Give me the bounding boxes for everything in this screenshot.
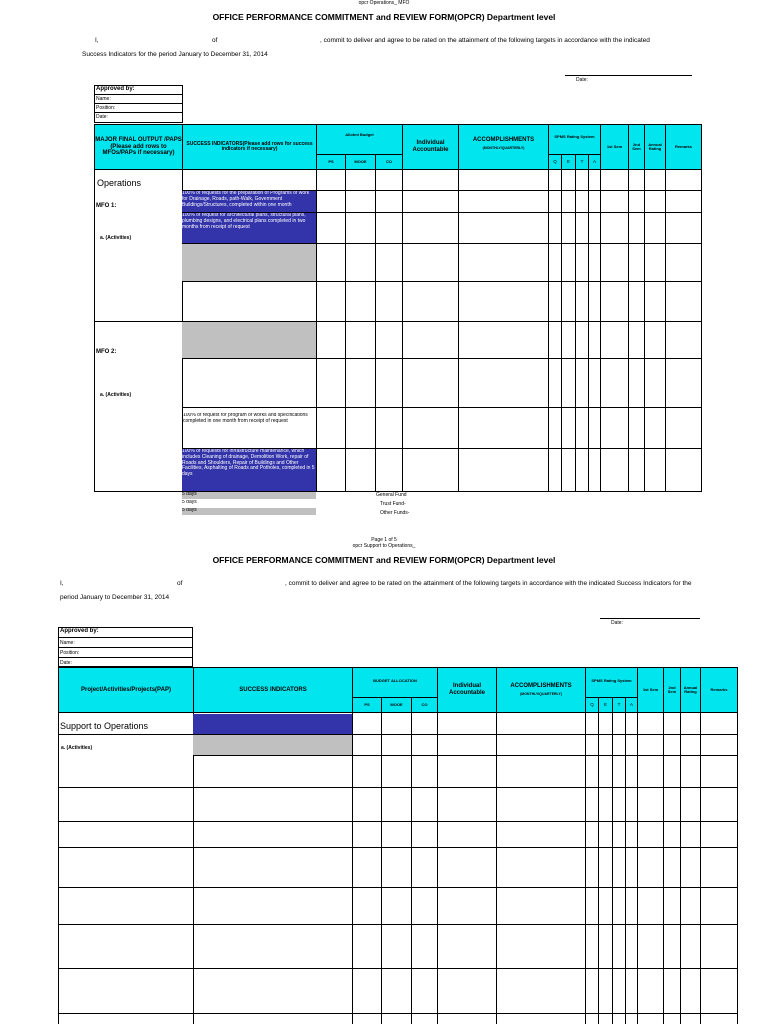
page2-date-line bbox=[600, 618, 700, 619]
page2-col-spms: SPMS Rating System bbox=[591, 677, 632, 683]
page2-commit-line2: period January to December 31, 2014 bbox=[60, 594, 170, 601]
page2-row-support: Support to Operations bbox=[60, 721, 149, 731]
page2-row-activities: a. (Activities) bbox=[61, 745, 93, 751]
page2-title: OFFICE PERFORMANCE COMMITMENT and REVIEW FORM(OPCR) Department level bbox=[212, 555, 556, 565]
page1-fund-2: Trust Fund- bbox=[380, 501, 406, 507]
page1-date-label: Date: bbox=[576, 77, 588, 83]
page1-gray-cell-1 bbox=[182, 244, 316, 281]
page2-table-body bbox=[58, 713, 738, 1024]
page1-col-spms: SPMS Rating System bbox=[554, 133, 595, 139]
page1-commit-i: I, bbox=[95, 37, 99, 44]
page1-row-activities2: a. (Activities) bbox=[100, 392, 132, 398]
page1-col-mooe: MOOE bbox=[354, 158, 367, 164]
page1-date-line bbox=[565, 75, 692, 76]
page2-commit-text: , commit to deliver and agree to be rated on the attainment of the following targets in accordance with the indicated Success Indicators for the bbox=[285, 580, 692, 587]
page2-col-sem1: 1st Sem bbox=[642, 686, 659, 692]
page2-col-pap: Project/Activities/Projects(PAP) bbox=[81, 686, 171, 693]
page2-approved-heading: Approved by: bbox=[60, 628, 99, 634]
page2-commit-of: of bbox=[177, 580, 183, 587]
page1-col-budget: Alloted Budget bbox=[345, 131, 374, 137]
page1-col-success: SUCCESS INDICATORS(Please add rows for success indicators if necessary) bbox=[186, 140, 313, 152]
page2-col-accomplishments: ACCOMPLISHMENTS bbox=[510, 682, 572, 689]
page1-col-co: CO bbox=[386, 158, 392, 164]
page2-indicator-blue bbox=[193, 714, 352, 734]
page1-days-3: 5 days bbox=[182, 508, 316, 515]
page2-col-accomp-sub: (MONTHLY/QUARTERLY) bbox=[520, 692, 562, 697]
page1-approved-position: Position: bbox=[96, 105, 116, 111]
page2-col-t: T bbox=[617, 701, 621, 707]
page1-header-note: opcr Operations_ MFO bbox=[358, 0, 410, 6]
page1-fund-3: Other Funds- bbox=[380, 510, 410, 516]
page2-col-sem2: 2nd Sem bbox=[667, 684, 677, 694]
page1-approved-heading: Approved by: bbox=[96, 86, 135, 92]
page1-col-sem2: 2nd Sem bbox=[632, 141, 641, 151]
page1-approved-date: Date: bbox=[96, 114, 108, 120]
page2-col-e: E bbox=[603, 701, 607, 707]
page1-indicator-4: 100% of requests for infrastructure maintenance, which includes Cleaning of drainage, Demolition Work, repair of Roads and Shoulders, Repair of Buildings and Other Facilities, Asphalting of Roads and Potholes, completed in 5 days bbox=[182, 449, 316, 491]
page1-col-a: A bbox=[592, 158, 596, 164]
page2-indicator-gray bbox=[193, 735, 352, 755]
page1-fund-1: General Fund bbox=[376, 492, 407, 498]
page1-row-activities1: a. (Activities) bbox=[100, 235, 132, 241]
page2-col-individual: Individual Accountable bbox=[448, 683, 485, 696]
page1-row-operations: Operations bbox=[97, 178, 142, 188]
page2-col-ps: PS bbox=[364, 701, 370, 707]
page2-col-annual: Annual Rating bbox=[683, 684, 698, 694]
page1-col-annual: Annual Rating bbox=[648, 141, 662, 151]
page1-col-q: Q bbox=[553, 158, 557, 164]
page1-indicator-2: 100% of request for architectural plans, structural plans, plumbing designs, and electrical plans completed in two months from receipt of request bbox=[182, 213, 316, 243]
page1-row-mfo1: MFO 1: bbox=[96, 203, 117, 209]
page1-col-t: T bbox=[580, 158, 584, 164]
page2-col-mooe: MOOE bbox=[390, 701, 403, 707]
page1-col-accomplishments: ACCOMPLISHMENTS bbox=[472, 136, 535, 143]
page2-col-q: Q bbox=[590, 701, 594, 707]
page1-page-number: Page 1 of 5 bbox=[371, 537, 397, 543]
page1-commit-of: of bbox=[212, 37, 218, 44]
page2-col-remarks: Remarks bbox=[710, 686, 728, 692]
page1-title: OFFICE PERFORMANCE COMMITMENT and REVIEW FORM(OPCR) Department level bbox=[212, 12, 556, 22]
page1-col-remarks: Remarks bbox=[675, 143, 692, 149]
page2-col-co: CO bbox=[421, 701, 428, 707]
page1-days-1: 5 days bbox=[182, 492, 316, 499]
page2-header-note: opcr Support to Operations_ bbox=[352, 543, 416, 549]
page1-col-e: E bbox=[566, 158, 570, 164]
page2-col-a: A bbox=[629, 701, 633, 707]
page1-col-individual: Individual Accountable bbox=[412, 140, 449, 153]
page1-col-ps: PS bbox=[328, 158, 334, 164]
page2-approved-date: Date: bbox=[60, 660, 72, 666]
page1-commit-line2: Success Indicators for the period January to December 31, 2014 bbox=[82, 51, 268, 58]
page2-approved-position: Position: bbox=[60, 650, 80, 656]
page1-indicator-3: 100% of request for program of works and specifications completed in one month from receipt of request bbox=[183, 413, 308, 424]
page1-row-mfo2: MFO 2: bbox=[96, 349, 117, 355]
page2-date-label: Date: bbox=[611, 620, 623, 626]
page1-approved-name: Name: bbox=[96, 96, 111, 102]
page2-approved-name: Name: bbox=[60, 640, 75, 646]
page1-days-2: 5 days bbox=[182, 500, 197, 505]
page1-col-sem1: 1st Sem bbox=[606, 143, 623, 149]
page1-col-accomp-sub: (MONTHLY/QUARTERLY) bbox=[482, 146, 525, 151]
page1-col-mfo: MAJOR FINAL OUTPUT /PAPS (Please add rows to MFOs/PAPs if necessary) bbox=[95, 137, 182, 157]
page2-col-success: SUCCESS INDICATORS bbox=[239, 686, 307, 693]
page1-commit-text: , commit to deliver and agree to be rated on the attainment of the following targets in accordance with the indicated bbox=[320, 37, 650, 44]
page2-commit-i: I, bbox=[60, 580, 64, 587]
page2-col-budget: BUDGET ALLOCATION bbox=[373, 677, 417, 683]
page1-gray-cell-2 bbox=[182, 322, 316, 358]
page1-indicator-1: 100% of requests for the preparation of Programs of work for Drainage, Roads, path-Walk, Government Buildings/Structures, completed within one month bbox=[182, 191, 316, 212]
